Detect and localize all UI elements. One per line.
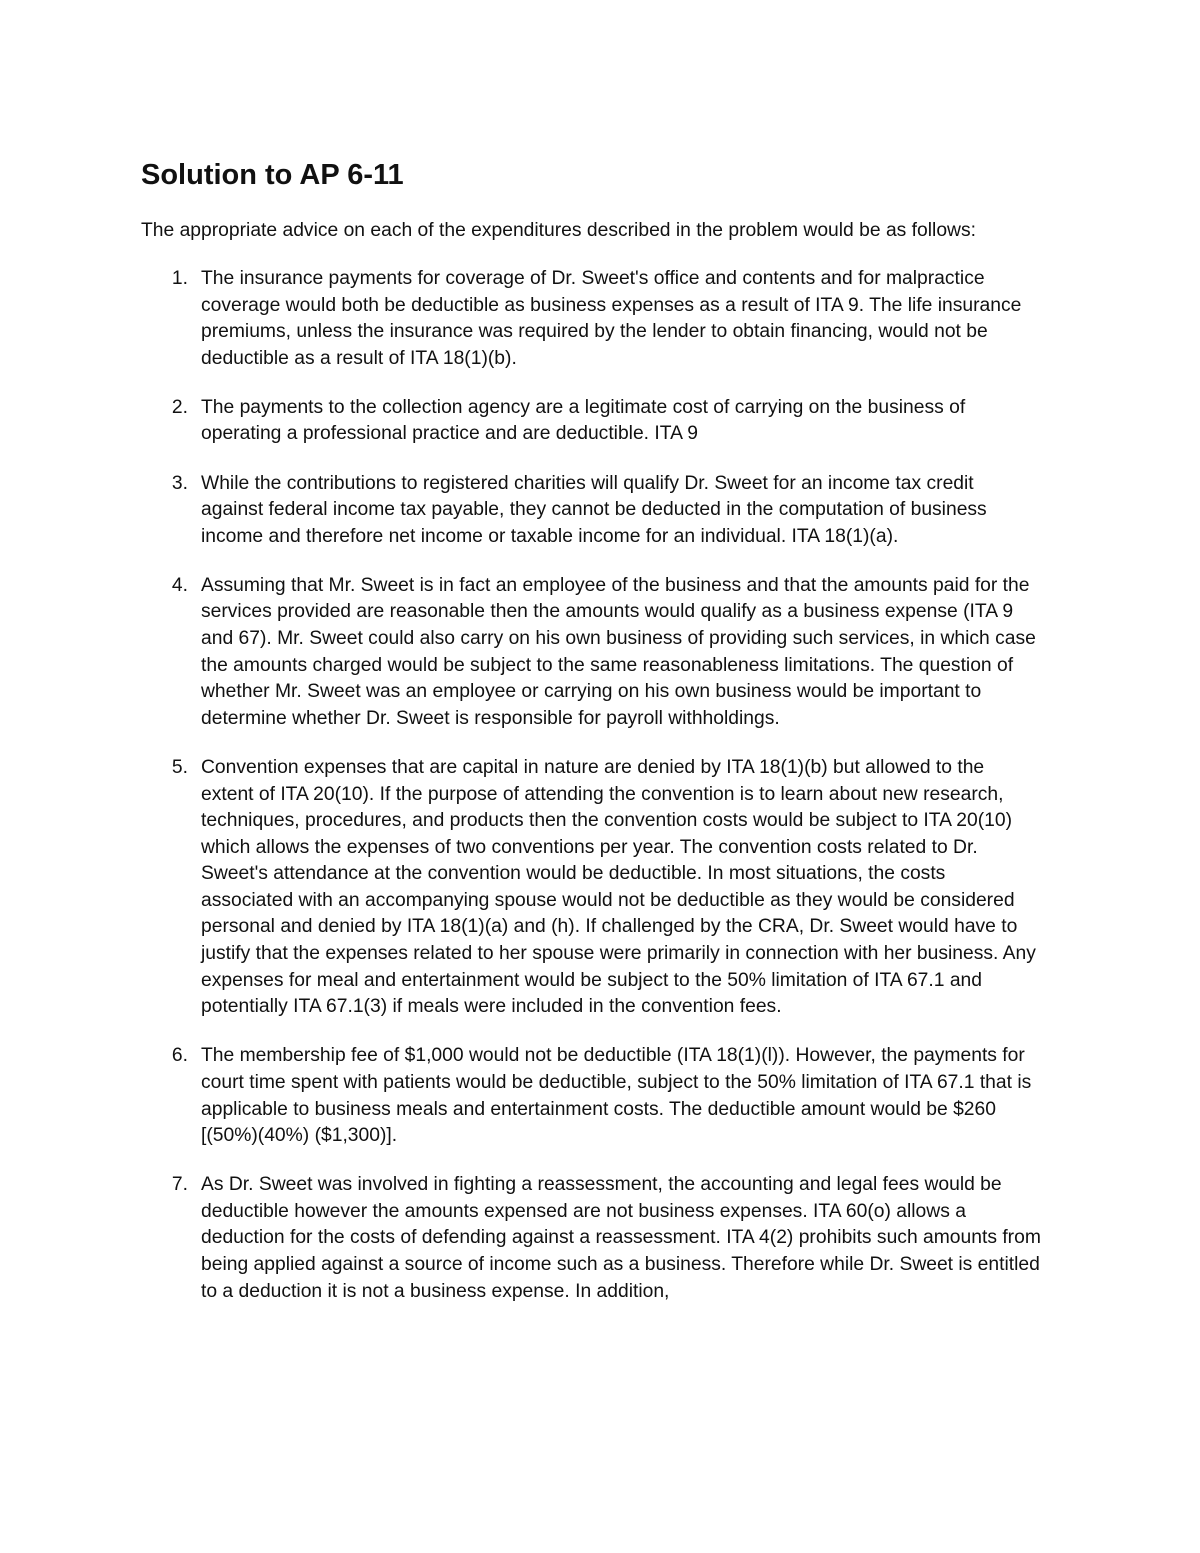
list-item [171,266,1041,372]
list-item [171,395,1041,448]
list-item-number: 1. [171,268,188,289]
list-item [171,471,1041,551]
list-item-text: The membership fee of $1,000 would not be deductible (ITA 18(1)(l)). However, the payments for court time spent with patients would be deductible, subject to the 50% limitation of ITA 67.1 that is applicable to business meals and entertainment costs. The deductible amount would be $260 [(50%)(40%) ($1,300)]. [201,1045,1032,1147]
list-item [171,755,1041,1021]
list-item-text: While the contributions to registered charities will qualify Dr. Sweet for an income tax credit against federal income tax payable, they cannot be deducted in the computation of business income and therefore net income or taxable income for an individual. ITA 18(1)(a). [201,472,987,547]
list-item [171,1172,1041,1305]
list-item-text: As Dr. Sweet was involved in fighting a reassessment, the accounting and legal fees would be deductible however the amounts expensed are not business expenses. ITA 60(o) allows a deduction for the costs of defending against a reassessment. ITA 4(2) prohibits such amounts from being applied against a source of income such as a business. Therefore while Dr. Sweet is entitled to a deduction it is not a business expense. In addition, [201,1174,1041,1302]
page-title: Solution to AP 6-11 [141,159,404,191]
list-item-number: 4. [171,574,188,596]
list-item [171,1043,1041,1149]
list-item-text: Assuming that Mr. Sweet is in fact an employee of the business and that the amounts paid for the services provided are reasonable then the amounts would qualify as a business expense (ITA 9 and 67). Mr. Sweet could also carry on his own business of providing such services, in which case the amounts charged would be subject to the same reasonableness limitations. The question of whether Mr. Sweet was an employee or carrying on his own business would be important to determine whether Dr. Sweet is responsible for payroll withholdings. [201,574,1036,729]
intro-paragraph: The appropriate advice on each of the expenditures described in the problem would be as follows: [141,220,976,241]
list-item-number: 3. [171,472,188,494]
list-item-text: The payments to the collection agency are a legitimate cost of carrying on the business of operating a professional practice and are deductible. ITA 9 [201,396,966,445]
list-item-text: The insurance payments for coverage of Dr. Sweet's office and contents and for malpractice coverage would both be deductible as business expenses as a result of ITA 9. The life insurance premiums, unless the insurance was required by the lender to obtain financing, would not be deductible as a result of ITA 18(1)(b). [201,268,1022,369]
list-item-text: Convention expenses that are capital in nature are denied by ITA 18(1)(b) but allowed to the extent of ITA 20(10). If the purpose of attending the convention is to learn about new research, techniques, procedures, and products then the convention costs would be subject to ITA 20(10) which allows the expenses of two conventions per year. The convention costs related to Dr. Sweet's attendance at the convention would be deductible. In most situations, the costs associated with an accompanying spouse would not be deductible as they would be considered personal and denied by ITA 18(1)(a) and (h). If challenged by the CRA, Dr. Sweet would have to justify that the expenses related to her spouse were primarily in connection with her business. Any expenses for meal and entertainment would be subject to the 50% limitation of ITA 67.1 and potentially ITA 67.1(3) if meals were included in the convention fees. [201,756,1036,1018]
list-item-number: 2. [171,396,188,418]
list-item-number: 6. [171,1045,188,1067]
list-item-number: 5. [171,756,188,778]
advice-list [171,266,1041,1328]
list-item-number: 7. [171,1174,188,1196]
list-item [171,573,1041,733]
